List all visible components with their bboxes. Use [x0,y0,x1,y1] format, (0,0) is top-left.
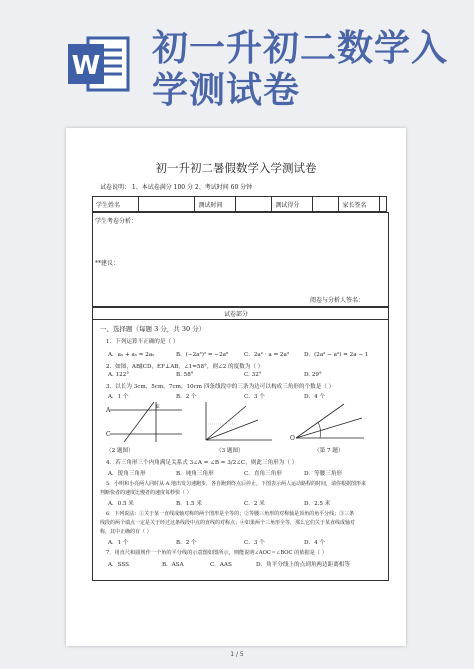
suggest-label: **建议： [95,260,120,267]
q3-option-b: B．2 个 [176,394,197,400]
q4-text: 4．若三角形三个内角满足关系式 3∠A = ∠B = 3/2∠C，则此三角形为（ ） [106,460,298,466]
q4-option-b: B．钝角三角形 [176,471,214,477]
page-number: 1 / 5 [230,651,244,658]
svg-text:E: E [156,404,160,410]
q2-text: 2．如图，AB∥CD，EF⊥AB，∠1=58°，则∠2 的度数为（ ） [106,364,264,370]
test-time-cell[interactable] [235,197,271,212]
test-time-label: 测试时间 [195,197,235,212]
q7-option-c: C．AAS [210,562,232,568]
q2-option-b: B. 58° [176,372,194,378]
logo-letter: W [71,51,101,81]
q7-option-a: A．SSS [108,562,129,568]
banner-title [152,28,448,112]
svg-text:O: O [290,435,295,442]
q7-option-b: B．ASA [162,562,184,568]
q4-option-c: C．直角三角形 [244,471,282,477]
q3-text: 3．以长为 3cm，5cm，7cm，10cm 四条线段中的三条为边可以构成三角形的个数是（ ） [106,384,335,390]
analysis-label: 学生考卷分析： [95,218,138,225]
q3-figure-caption: （3 题图） [216,448,244,454]
banner-title-line1: 初一升初二数学入 [152,28,449,69]
q5-option-b: B．1.5 米 [176,501,202,507]
parent-sign-cell[interactable] [380,197,387,212]
q3-figure [196,400,276,444]
test-score-cell[interactable] [312,197,339,212]
q1-text: 1．下列运算不正确的是（ ） [106,339,179,345]
info-table [92,196,387,212]
q7-figure [288,400,368,444]
q2-figure [106,400,186,444]
q7-figure-caption: （第 7 题） [314,448,344,454]
q5-option-c: C．2 米 [244,501,265,507]
test-score-label: 测试得分 [272,197,312,212]
analyst-sign-label: 阅卷与分析人签名： [310,297,365,304]
q1-option-c: C．2a² · a = 2a³ [244,352,290,358]
q6-option-d: D．4 个 [304,540,326,546]
svg-text:A: A [106,407,111,414]
parent-sign-label: 家长签名 [339,197,380,212]
q1-option-b: B．(−2a³)² = −2a⁶ [176,352,229,358]
q2-option-c: C. 32° [244,372,262,378]
part1-heading: 一、选择题（每题 3 分，共 30 分） [100,325,206,333]
q3-option-d: D．4 个 [304,394,326,400]
q3-option-a: A．1 个 [108,394,129,400]
banner [0,0,474,120]
q2-figure-caption: （2 题图） [106,448,134,454]
word-doc-icon [66,34,132,94]
q6-option-a: A．1 个 [108,540,129,546]
q6-option-c: C．3 个 [244,540,265,546]
q3-option-c: C．3 个 [244,394,265,400]
q1-option-a: A．a₅ + a₅ = 2a₅ [108,352,155,358]
q6-text-cont2: 称，其中正确的有（ ） [100,529,152,535]
q6-text-cont1: 线段的两个端点一定是关于经过这条线段中点的直线的对称点；④如果两个三角形全等，那么它们关于某直线成轴对 [100,520,356,526]
q2-option-a: A. 122° [108,372,130,378]
q4-option-d: D．等腰三角形 [304,471,343,477]
banner-title-line2: 学测试卷 [152,70,301,111]
q7-option-d: D．角平分线上的点到角两边距离相等 [256,562,350,568]
student-name-cell[interactable] [139,197,195,212]
q4-option-a: A．锐角三角形 [108,471,146,477]
document-page [66,128,406,646]
svg-text:C: C [106,431,111,438]
document-title: 初一升初二暑假数学入学测试卷 [155,161,317,175]
q5-text: 5．小明和小亮两人同时从 A 地出发匀速跑步，各自跑到终点后停止，下图表示两人运动路程的时间，请你根据图形来 [106,481,366,487]
q6-text: 6．下列说法：①关于某一直线成轴对称的两个图形是全等的；②等腰三角形的对称轴是顶角的角平分线；③三条 [106,511,355,517]
q2-option-d: D. 29° [304,372,322,378]
q1-option-d: D．(2a² − a²) = 2a − 1 [304,352,369,358]
q7-text: 7．用直尺和圆规作一个角的平分线的示意图如图所示，则能说明∠AOC＝∠BOC 的依据是（ ） [106,550,327,556]
analysis-box [92,212,389,308]
student-name-label: 学生姓名 [93,197,139,212]
q5-text-cont: 判断快者的速度比慢者的速度每秒快（ ） [100,490,192,496]
q6-option-b: B．2 个 [176,540,197,546]
section-label: 试卷部分 [223,311,248,318]
q5-option-a: A．0.5 米 [108,501,134,507]
exam-note: 试卷说明： 1、本试卷满分 100 分 2、考试时间 60 分钟 [100,184,253,191]
q5-option-d: D．2.5 米 [304,501,331,507]
